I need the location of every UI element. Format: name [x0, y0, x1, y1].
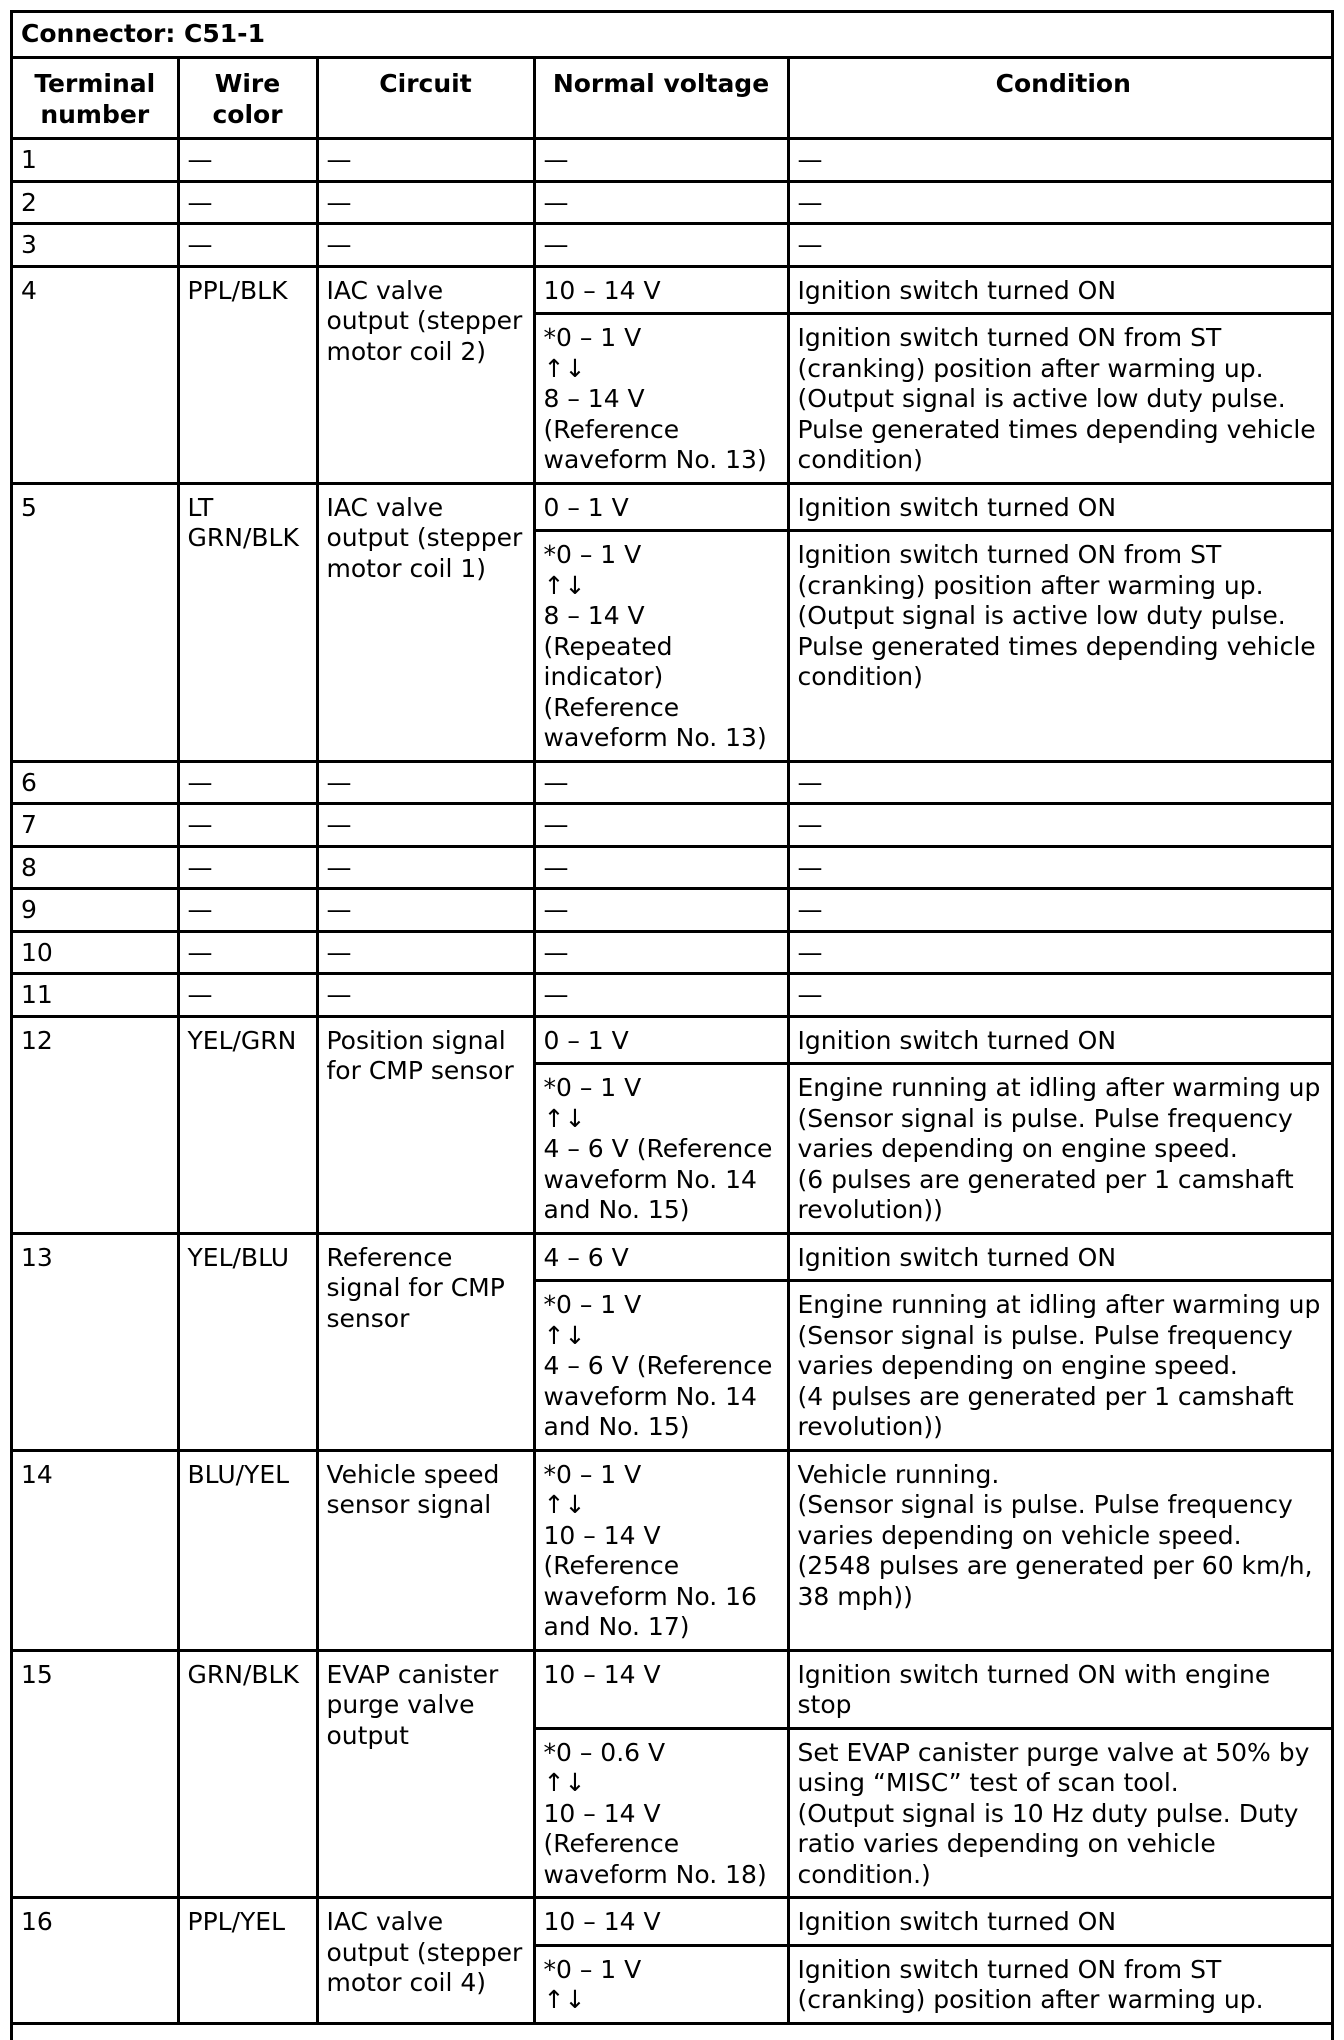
terminal-number-cell: 14 — [13, 1450, 178, 1650]
voltage-line: ↑↓ — [543, 1985, 586, 2014]
condition-line: Ignition switch turned ON from ST — [797, 1954, 1222, 1984]
header-condition: Condition — [788, 58, 1334, 139]
voltage-line: ↑↓ — [543, 1490, 586, 1519]
connector-row — [13, 13, 1334, 58]
condition-line: varies depending on engine speed. — [797, 1134, 1238, 1163]
table-row — [13, 846, 1334, 889]
table-row — [13, 1016, 1334, 1064]
voltage-line: 0 – 1 V — [543, 1025, 629, 1055]
normal-voltage-cell — [534, 1728, 788, 1898]
normal-voltage-cell — [534, 224, 788, 267]
condition-line: varies depending on engine speed. — [797, 1351, 1238, 1380]
condition-cell — [788, 1016, 1334, 1064]
normal-voltage-cell — [534, 931, 788, 974]
terminal-table — [13, 13, 1334, 2025]
connector-spec-sheet — [10, 10, 1334, 2040]
condition-line: ratio varies depending on vehicle — [797, 1829, 1216, 1858]
wire-color-cell: PPL/BLK — [178, 266, 317, 483]
voltage-line: ↑↓ — [543, 1768, 586, 1797]
table-row — [13, 931, 1334, 974]
terminal-number-cell: 2 — [13, 181, 178, 224]
condition-line: — — [797, 230, 823, 259]
condition-line: (Output signal is active low duty pulse. — [797, 601, 1286, 630]
voltage-line: *0 – 1 V — [543, 1073, 642, 1102]
voltage-line: 10 – 14 V — [543, 1659, 661, 1689]
wire-color-cell: — — [178, 846, 317, 889]
voltage-line: and No. 17) — [543, 1612, 690, 1641]
condition-line: (Output signal is 10 Hz duty pulse. Duty — [797, 1798, 1299, 1828]
circuit-cell: — — [317, 224, 534, 267]
condition-line: Ignition switch turned ON — [797, 492, 1117, 522]
terminal-number-cell: 4 — [13, 266, 178, 483]
wire-color-cell: — — [178, 181, 317, 224]
voltage-line: 0 – 1 V — [543, 492, 629, 522]
voltage-line: waveform No. 18) — [543, 1859, 767, 1889]
voltage-line: 8 – 14 V — [543, 384, 645, 413]
voltage-line: *0 – 1 V — [543, 1290, 642, 1319]
table-row — [13, 181, 1334, 224]
condition-line: Ignition switch turned ON — [797, 1242, 1117, 1272]
voltage-line: waveform No. 13) — [543, 723, 767, 752]
condition-line: revolution)) — [797, 1195, 943, 1224]
terminal-number-cell: 11 — [13, 974, 178, 1017]
voltage-line: *0 – 1 V — [543, 323, 642, 352]
condition-line: (cranking) position after warming up. — [797, 353, 1264, 383]
terminal-number-cell: 5 — [13, 483, 178, 761]
circuit-cell: — — [317, 181, 534, 224]
voltage-line: *0 – 1 V — [543, 540, 642, 569]
voltage-line: ↑↓ — [543, 570, 586, 600]
condition-line: (Sensor signal is pulse. Pulse frequency — [797, 1103, 1293, 1133]
condition-line: revolution)) — [797, 1412, 943, 1441]
normal-voltage-cell — [534, 761, 788, 804]
condition-line: condition.) — [797, 1859, 931, 1889]
terminal-number-cell: 16 — [13, 1898, 178, 2024]
voltage-line: and No. 15) — [543, 1412, 690, 1441]
normal-voltage-cell — [534, 531, 788, 762]
condition-line: (6 pulses are generated per 1 camshaft — [797, 1164, 1294, 1194]
table-row — [13, 804, 1334, 847]
table-row — [13, 1233, 1334, 1281]
wire-color-cell: LT GRN/BLK — [178, 483, 317, 761]
table-row — [13, 1898, 1334, 1946]
condition-cell — [788, 974, 1334, 1017]
circuit-cell: — — [317, 846, 534, 889]
table-row — [13, 483, 1334, 531]
normal-voltage-cell — [534, 314, 788, 484]
voltage-line: — — [543, 767, 569, 797]
voltage-line: indicator) — [543, 662, 664, 691]
normal-voltage-cell — [534, 1898, 788, 1946]
condition-cell — [788, 1064, 1334, 1234]
voltage-line: — — [543, 810, 569, 839]
condition-line: Engine running at idling after warming up — [797, 1290, 1321, 1319]
voltage-line: *0 – 1 V — [543, 1954, 642, 1984]
condition-cell — [788, 804, 1334, 847]
normal-voltage-cell — [534, 483, 788, 531]
condition-line: Ignition switch turned ON — [797, 1025, 1117, 1055]
circuit-cell: — — [317, 931, 534, 974]
voltage-line: — — [543, 145, 569, 174]
condition-line: 38 mph)) — [797, 1581, 913, 1611]
circuit-cell: — — [317, 761, 534, 804]
circuit-cell: IAC valve output (stepper motor coil 1) — [317, 483, 534, 761]
table-body — [13, 139, 1334, 2024]
condition-line: (cranking) position after warming up. — [797, 570, 1264, 600]
condition-line: — — [797, 810, 823, 839]
voltage-line: — — [543, 852, 569, 882]
voltage-line: 8 – 14 V — [543, 601, 645, 630]
condition-cell — [788, 1233, 1334, 1281]
wire-color-cell: YEL/BLU — [178, 1233, 317, 1450]
wire-color-cell: — — [178, 931, 317, 974]
condition-line: — — [797, 187, 823, 217]
voltage-line: and No. 15) — [543, 1195, 690, 1224]
condition-line: using “MISC” test of scan tool. — [797, 1768, 1179, 1797]
condition-line: Ignition switch turned ON from ST — [797, 540, 1222, 569]
normal-voltage-cell — [534, 1281, 788, 1451]
terminal-number-cell: 1 — [13, 139, 178, 182]
circuit-cell: Reference signal for CMP sensor — [317, 1233, 534, 1450]
circuit-cell: Vehicle speed sensor signal — [317, 1450, 534, 1650]
voltage-line: — — [543, 187, 569, 217]
voltage-line: *0 – 0.6 V — [543, 1737, 666, 1767]
voltage-line: 4 – 6 V — [543, 1242, 629, 1272]
wire-color-cell: — — [178, 974, 317, 1017]
condition-line: condition) — [797, 445, 923, 474]
condition-line: Ignition switch turned ON from ST — [797, 323, 1222, 352]
header-row — [13, 58, 1334, 139]
voltage-line: 10 – 14 V — [543, 1907, 661, 1936]
condition-cell — [788, 483, 1334, 531]
condition-line: — — [797, 852, 823, 882]
condition-line: (4 pulses are generated per 1 camshaft — [797, 1381, 1294, 1411]
normal-voltage-cell — [534, 181, 788, 224]
circuit-cell: — — [317, 974, 534, 1017]
voltage-line: 4 – 6 V (Reference — [543, 1351, 773, 1380]
terminal-number-cell: 8 — [13, 846, 178, 889]
condition-cell — [788, 181, 1334, 224]
condition-line: Engine running at idling after warming up — [797, 1073, 1321, 1102]
normal-voltage-cell — [534, 846, 788, 889]
voltage-line: — — [543, 980, 569, 1009]
voltage-line: waveform No. 16 — [543, 1581, 757, 1611]
table-row — [13, 889, 1334, 932]
wire-color-cell: — — [178, 139, 317, 182]
wire-color-cell: YEL/GRN — [178, 1016, 317, 1233]
normal-voltage-cell — [534, 1064, 788, 1234]
condition-line: (Sensor signal is pulse. Pulse frequency — [797, 1320, 1293, 1350]
condition-cell — [788, 1650, 1334, 1728]
condition-cell — [788, 1898, 1334, 1946]
condition-line: (2548 pulses are generated per 60 km/h, — [797, 1551, 1313, 1580]
condition-line: Ignition switch turned ON with engine — [797, 1659, 1271, 1689]
voltage-line: (Reference — [543, 1829, 680, 1858]
terminal-number-cell: 3 — [13, 224, 178, 267]
wire-color-cell: — — [178, 804, 317, 847]
circuit-cell: IAC valve output (stepper motor coil 2) — [317, 266, 534, 483]
header-wire-color: Wire color — [178, 58, 317, 139]
condition-line: Ignition switch turned ON — [797, 275, 1117, 305]
terminal-number-cell: 6 — [13, 761, 178, 804]
condition-cell — [788, 761, 1334, 804]
normal-voltage-cell — [534, 804, 788, 847]
voltage-line: waveform No. 13) — [543, 445, 767, 474]
condition-line: — — [797, 895, 823, 924]
wire-color-cell: — — [178, 889, 317, 932]
voltage-line: — — [543, 937, 569, 967]
circuit-cell: EVAP canister purge valve output — [317, 1650, 534, 1898]
condition-line: Set EVAP canister purge valve at 50% by — [797, 1737, 1310, 1767]
condition-cell — [788, 1281, 1334, 1451]
wire-color-cell: PPL/YEL — [178, 1898, 317, 2024]
terminal-number-cell: 10 — [13, 931, 178, 974]
condition-line: condition) — [797, 662, 923, 691]
header-terminal-number: Terminal number — [13, 58, 178, 139]
normal-voltage-cell — [534, 1945, 788, 2023]
condition-line: — — [797, 767, 823, 797]
voltage-line: — — [543, 895, 569, 924]
condition-line: — — [797, 937, 823, 967]
table-row — [13, 266, 1334, 314]
condition-line: — — [797, 145, 823, 174]
condition-line: (Output signal is active low duty pulse. — [797, 384, 1286, 413]
condition-cell — [788, 314, 1334, 484]
normal-voltage-cell — [534, 139, 788, 182]
table-row — [13, 974, 1334, 1017]
condition-cell — [788, 931, 1334, 974]
normal-voltage-cell — [534, 889, 788, 932]
condition-line: Vehicle running. — [797, 1459, 1000, 1489]
condition-cell — [788, 224, 1334, 267]
normal-voltage-cell — [534, 1233, 788, 1281]
condition-line: Ignition switch turned ON — [797, 1907, 1117, 1936]
normal-voltage-cell — [534, 974, 788, 1017]
table-row — [13, 761, 1334, 804]
normal-voltage-cell — [534, 1450, 788, 1650]
terminal-number-cell: 7 — [13, 804, 178, 847]
voltage-line: ↑↓ — [543, 1103, 586, 1133]
wire-color-cell: — — [178, 224, 317, 267]
wire-color-cell: — — [178, 761, 317, 804]
condition-line: stop — [797, 1690, 852, 1719]
condition-cell — [788, 1945, 1334, 2023]
circuit-cell: — — [317, 804, 534, 847]
condition-cell — [788, 139, 1334, 182]
terminal-number-cell: 12 — [13, 1016, 178, 1233]
voltage-line: 10 – 14 V — [543, 1798, 661, 1828]
table-row — [13, 224, 1334, 267]
condition-cell — [788, 266, 1334, 314]
voltage-line: waveform No. 14 — [543, 1164, 757, 1194]
voltage-line: 10 – 14 V — [543, 275, 661, 305]
table-row — [13, 139, 1334, 182]
voltage-line: 10 – 14 V — [543, 1520, 661, 1550]
wire-color-cell: BLU/YEL — [178, 1450, 317, 1650]
condition-cell — [788, 531, 1334, 762]
voltage-line: *0 – 1 V — [543, 1459, 642, 1489]
table-row — [13, 1450, 1334, 1650]
voltage-line: waveform No. 14 — [543, 1381, 757, 1411]
condition-line: (cranking) position after warming up. — [797, 1985, 1264, 2014]
terminal-number-cell: 15 — [13, 1650, 178, 1898]
circuit-cell: — — [317, 889, 534, 932]
voltage-line: 4 – 6 V (Reference — [543, 1134, 773, 1163]
voltage-line: (Reference — [543, 1551, 680, 1580]
condition-cell — [788, 1450, 1334, 1650]
terminal-number-cell: 13 — [13, 1233, 178, 1450]
condition-line: (Sensor signal is pulse. Pulse frequency — [797, 1490, 1293, 1519]
condition-line: — — [797, 980, 823, 1009]
normal-voltage-cell — [534, 1650, 788, 1728]
header-circuit: Circuit — [317, 58, 534, 139]
table-row — [13, 1650, 1334, 1728]
condition-line: varies depending on vehicle speed. — [797, 1520, 1242, 1550]
condition-cell — [788, 1728, 1334, 1898]
circuit-cell: — — [317, 139, 534, 182]
circuit-cell: IAC valve output (stepper motor coil 4) — [317, 1898, 534, 2024]
voltage-line: — — [543, 230, 569, 259]
terminal-number-cell: 9 — [13, 889, 178, 932]
connector-label: Connector: C51-1 — [13, 13, 1334, 58]
condition-cell — [788, 846, 1334, 889]
circuit-cell: Position signal for CMP sensor — [317, 1016, 534, 1233]
normal-voltage-cell — [534, 266, 788, 314]
condition-cell — [788, 889, 1334, 932]
wire-color-cell: GRN/BLK — [178, 1650, 317, 1898]
header-normal-voltage: Normal voltage — [534, 58, 788, 139]
voltage-line: ↑↓ — [543, 1320, 586, 1350]
voltage-line: (Reference — [543, 692, 680, 722]
condition-line: Pulse generated times depending vehicle — [797, 414, 1316, 444]
normal-voltage-cell — [534, 1016, 788, 1064]
voltage-line: (Reference — [543, 414, 680, 444]
voltage-line: (Repeated — [543, 631, 673, 661]
condition-line: Pulse generated times depending vehicle — [797, 631, 1316, 661]
voltage-line: ↑↓ — [543, 353, 586, 383]
